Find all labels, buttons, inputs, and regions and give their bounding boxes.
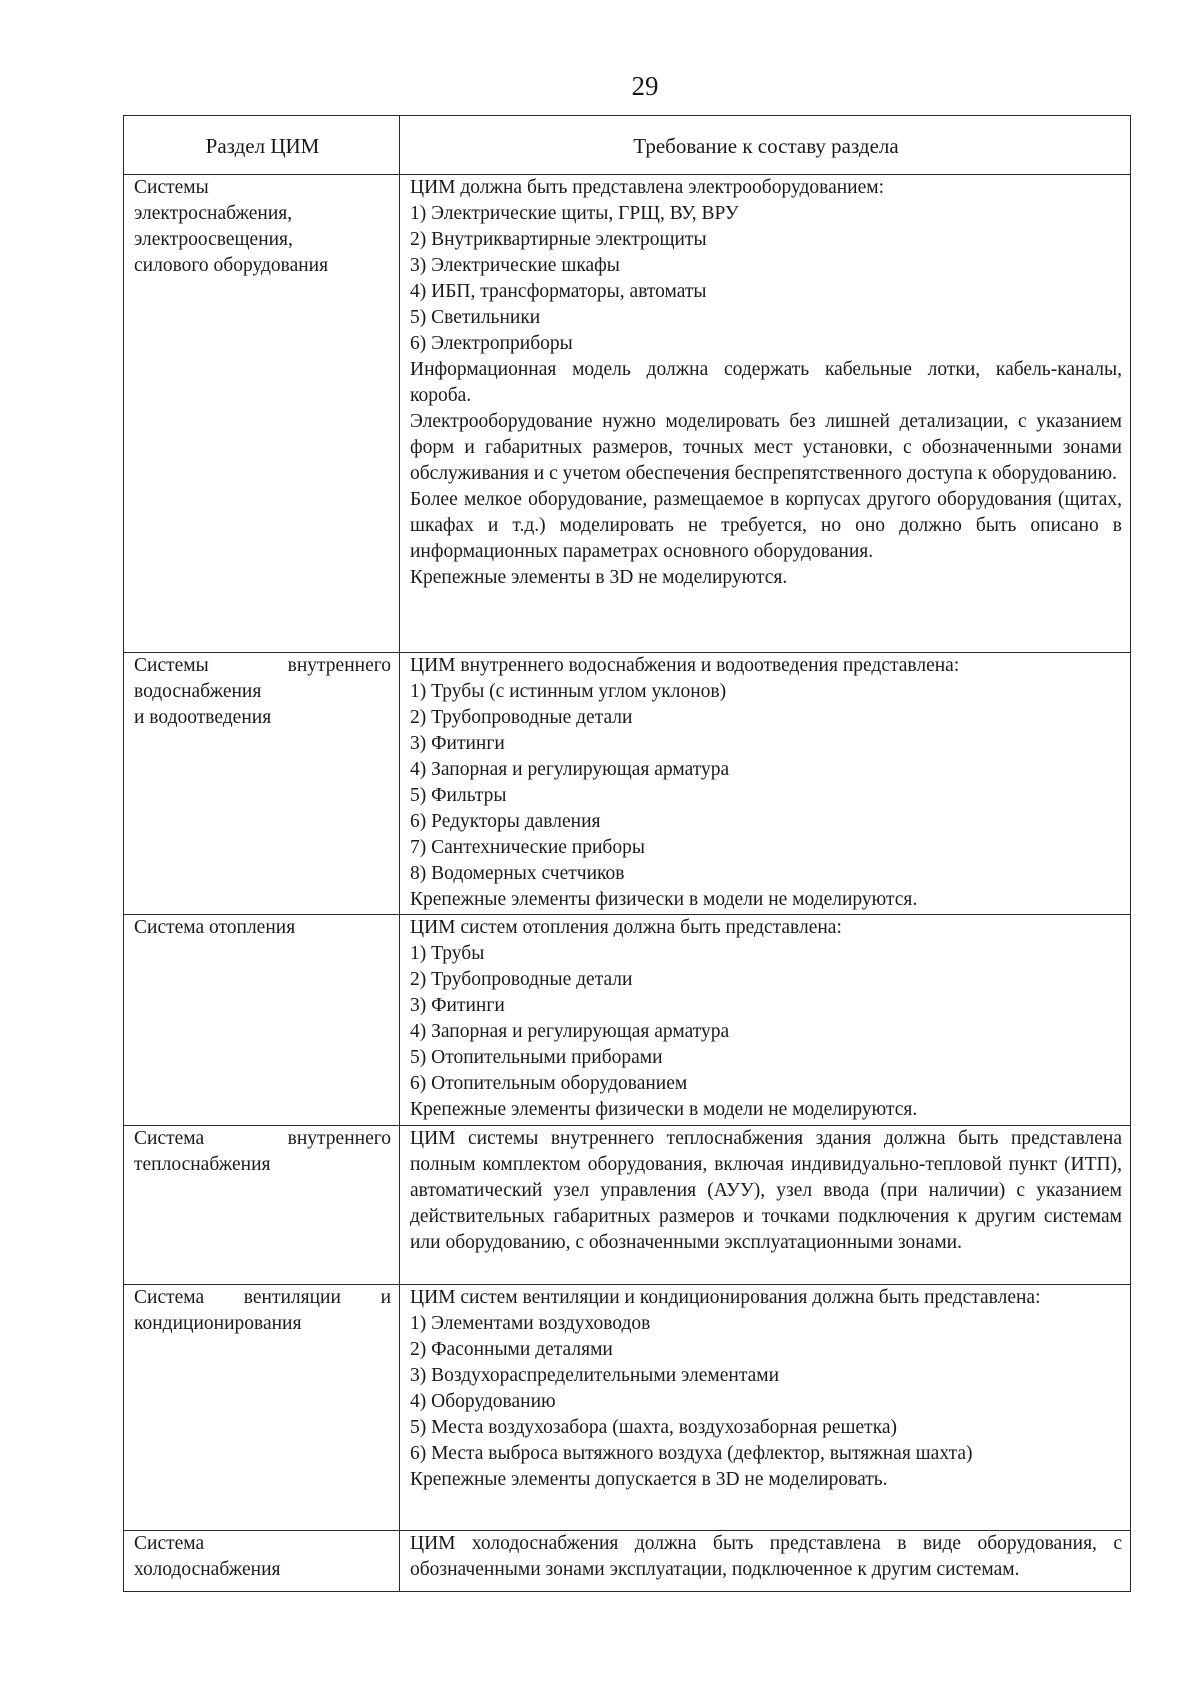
requirement-paragraph: Информационная модель должна содержать кабельные лотки, кабель-каналы, короба. <box>410 359 1122 406</box>
list-item: 1) Электрические щиты, ГРЩ, ВУ, ВРУ <box>410 203 739 224</box>
list-item: 2) Трубопроводные детали <box>410 969 633 990</box>
section-line: Система отопления <box>134 917 296 938</box>
requirement-cell <box>400 1285 1131 1531</box>
list-item: 5) Светильники <box>410 307 541 328</box>
list-item: 2) Внутриквартирные электрощиты <box>410 229 707 250</box>
requirement-intro: ЦИМ внутреннего водоснабжения и водоотведения представлена: <box>410 655 960 676</box>
list-item: 3) Воздухораспределительными элементами <box>410 1365 780 1386</box>
list-item: 6) Редукторы давления <box>410 811 601 832</box>
list-item: 8) Водомерных счетчиков <box>410 863 625 884</box>
requirement-intro: ЦИМ должна быть представлена электрооборудованием: <box>410 177 885 198</box>
section-line: холодоснабжения <box>134 1559 281 1580</box>
list-item: 3) Фитинги <box>410 995 505 1016</box>
section-cell <box>124 1126 400 1285</box>
list-item: 1) Элементами воздуховодов <box>410 1313 651 1334</box>
table-row <box>124 1126 1131 1285</box>
requirement-paragraph: Крепежные элементы в 3D не моделируются. <box>410 567 788 588</box>
section-cell <box>124 915 400 1126</box>
requirement-cell <box>400 915 1131 1126</box>
requirement-paragraph: Более мелкое оборудование, размещаемое в корпусах другого оборудования (щитах, шкафах и т.д.) моделировать не требуется, но оно должно быть описано в информационных параметрах основного оборудования. <box>410 489 1122 562</box>
requirement-paragraph: ЦИМ системы внутреннего теплоснабжения здания должна быть представлена полным комплектом оборудования, включая индивидуально-тепловой пункт (ИТП), автоматический узел управления (АУУ), узел ввода (при наличии) с указанием действительных габаритных размеров и точками подключения к другим системам или оборудованию, с обозначенными эксплуатационными зонами. <box>410 1128 1122 1253</box>
table-row <box>124 175 1131 653</box>
table-row <box>124 915 1131 1126</box>
section-line: Системы внутреннего <box>134 655 391 676</box>
requirement-paragraph: Электрооборудование нужно моделировать без лишней детализации, с указанием форм и габаритных размеров, точных мест установки, с обозначенными зонами обслуживания и с учетом обеспечения беспрепятственного доступа к оборудованию. <box>410 411 1122 484</box>
section-line: электроосвещения, <box>134 229 293 250</box>
list-item: 6) Отопительным оборудованием <box>410 1073 688 1094</box>
list-item: 4) Запорная и регулирующая арматура <box>410 759 730 780</box>
section-cell <box>124 1285 400 1531</box>
section-line: Система <box>134 1533 205 1554</box>
list-item: 3) Электрические шкафы <box>410 255 620 276</box>
requirement-cell <box>400 1126 1131 1285</box>
requirements-table <box>123 115 1131 1592</box>
requirement-paragraph: ЦИМ холодоснабжения должна быть представлена в виде оборудования, с обозначенными зонами эксплуатации, подключенное к другим системам. <box>410 1533 1122 1580</box>
header-requirement: Требование к составу раздела <box>400 116 1131 175</box>
section-line: и водоотведения <box>134 707 272 728</box>
section-cell <box>124 175 400 653</box>
list-item: 7) Сантехнические приборы <box>410 837 645 858</box>
list-item: 4) ИБП, трансформаторы, автоматы <box>410 281 707 302</box>
page-number: 29 <box>631 71 659 101</box>
requirement-paragraph: Крепежные элементы физически в модели не моделируются. <box>410 1099 918 1120</box>
list-item: 6) Электроприборы <box>410 333 573 354</box>
list-item: 5) Места воздухозабора (шахта, воздухозаборная решетка) <box>410 1417 898 1438</box>
header-section: Раздел ЦИМ <box>124 116 400 175</box>
table-header-row <box>124 116 1131 175</box>
list-item: 4) Оборудованию <box>410 1391 556 1412</box>
section-line: Системы <box>134 177 209 198</box>
requirement-paragraph: Крепежные элементы допускается в 3D не моделировать. <box>410 1469 888 1490</box>
list-item: 1) Трубы <box>410 943 485 964</box>
requirement-intro: ЦИМ систем вентиляции и кондиционирования должна быть представлена: <box>410 1287 1041 1308</box>
section-line: электроснабжения, <box>134 203 293 224</box>
requirement-cell <box>400 175 1131 653</box>
list-item: 2) Фасонными деталями <box>410 1339 613 1360</box>
section-line: силового оборудования <box>134 255 329 276</box>
requirement-cell <box>400 1531 1131 1592</box>
section-cell <box>124 1531 400 1592</box>
requirement-paragraph: Крепежные элементы физически в модели не моделируются. <box>410 889 918 910</box>
section-line: кондиционирования <box>134 1313 302 1334</box>
list-item: 3) Фитинги <box>410 733 505 754</box>
table-row <box>124 653 1131 915</box>
section-line: теплоснабжения <box>134 1154 271 1175</box>
section-line: водоснабжения <box>134 681 262 702</box>
requirement-intro: ЦИМ систем отопления должна быть представлена: <box>410 917 842 938</box>
section-line: Система внутреннего <box>134 1128 391 1149</box>
table-row <box>124 1285 1131 1531</box>
section-line: Система вентиляции и <box>134 1287 391 1308</box>
list-item: 4) Запорная и регулирующая арматура <box>410 1021 730 1042</box>
list-item: 5) Отопительными приборами <box>410 1047 663 1068</box>
list-item: 6) Места выброса вытяжного воздуха (дефлектор, вытяжная шахта) <box>410 1443 973 1464</box>
list-item: 1) Трубы (с истинным углом уклонов) <box>410 681 727 702</box>
section-cell <box>124 653 400 915</box>
requirement-cell <box>400 653 1131 915</box>
list-item: 5) Фильтры <box>410 785 507 806</box>
list-item: 2) Трубопроводные детали <box>410 707 633 728</box>
table-row <box>124 1531 1131 1592</box>
